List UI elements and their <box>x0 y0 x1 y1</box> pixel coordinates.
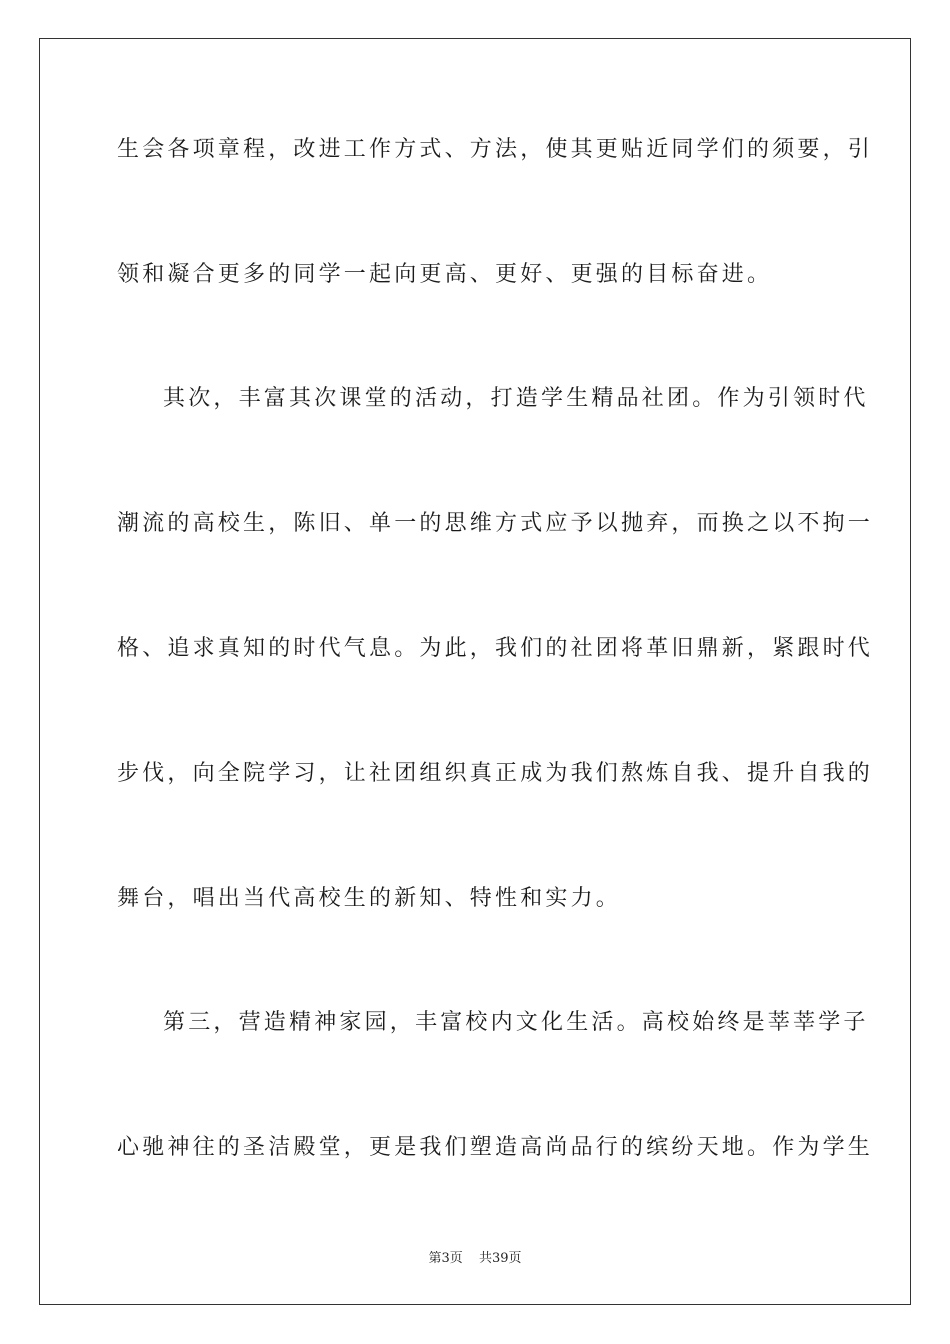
text-line: 步伐，向全院学习，让社团组织真正成为我们熬炼自我、提升自我的 <box>117 761 874 786</box>
text-line: 格、追求真知的时代气息。为此，我们的社团将革旧鼎新，紧跟时代 <box>117 636 874 661</box>
page-border <box>39 38 911 1305</box>
text-line: 心驰神往的圣洁殿堂，更是我们塑造高尚品行的缤纷天地。作为学生 <box>117 1135 874 1160</box>
text-line: 生会各项章程，改进工作方式、方法，使其更贴近同学们的须要，引 <box>117 137 874 162</box>
page-total: 共39页 <box>478 1251 522 1266</box>
paragraph-start-line: 其次，丰富其次课堂的活动，打造学生精品社团。作为引领时代 <box>163 386 869 411</box>
page-footer <box>0 1247 950 1266</box>
text-line: 舞台，唱出当代高校生的新知、特性和实力。 <box>117 886 622 911</box>
text-line: 潮流的高校生，陈旧、单一的思维方式应予以抛弃，而换之以不拘一 <box>117 511 874 536</box>
paragraph-start-line: 第三，营造精神家园，丰富校内文化生活。高校始终是莘莘学子 <box>163 1010 869 1035</box>
page-number: 第3页 <box>428 1251 463 1266</box>
text-line: 领和凝合更多的同学一起向更高、更好、更强的目标奋进。 <box>117 262 773 287</box>
